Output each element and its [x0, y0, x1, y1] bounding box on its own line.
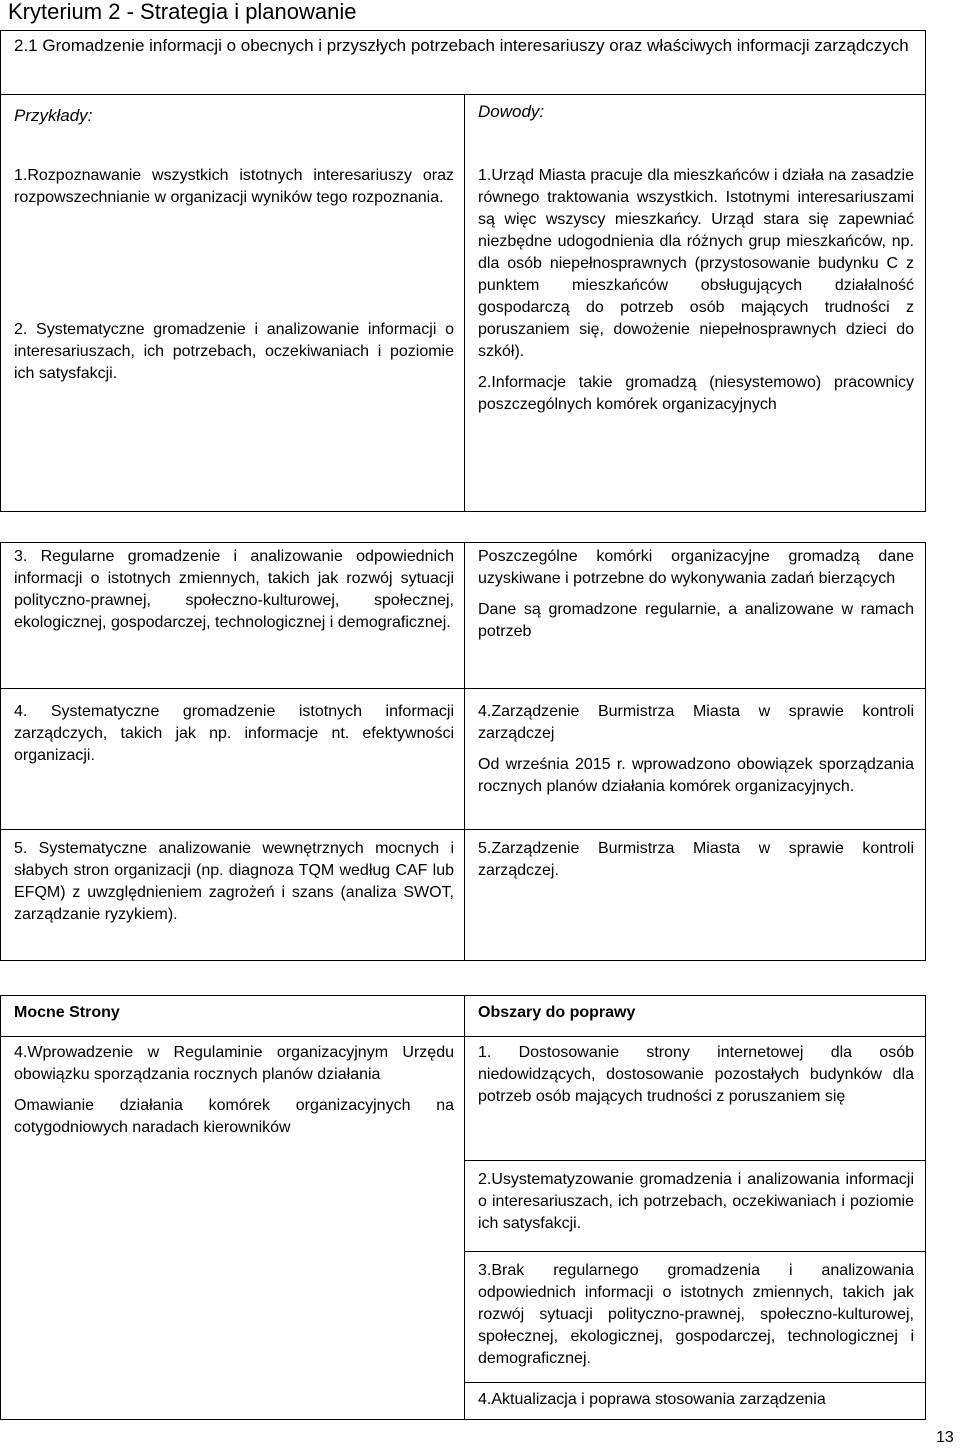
example-3: 3. Regularne gromadzenie i analizowanie odpowiednich informacji o istotnych zmiennych, takich jak rozwój sytuacji polityczno-prawnej, społeczno-kulturowej, społecznej, ekologicznej, gospodarczej, technologicznej i demograficznej. [14, 548, 454, 631]
page-title: Kryterium 2 - Strategia i planowanie [8, 0, 357, 24]
improvement-1-cell [465, 1037, 926, 1161]
strengths-header: Mocne Strony [1, 996, 465, 1037]
strengths-header-row [1, 996, 926, 1037]
improvement-header: Obszary do poprawy [465, 996, 926, 1037]
section-title: 2.1 Gromadzenie informacji o obecnych i przyszłych potrzebach interesariuszy oraz właściwych informacji zarządczych [1, 31, 926, 95]
improvement-3-cell [465, 1252, 926, 1383]
example-5: 5. Systematyczne analizowanie wewnętrznych mocnych i słabych stron organizacji (np. diagnoza TQM według CAF lub EFQM) z uwzględnieniem zagrożeń i szans (analiza SWOT, zarządzanie ryzykiem). [14, 840, 454, 923]
improvement-1: 1. Dostosowanie strony internetowej dla osób niedowidzących, dostosowanie pozostałych budynków dla potrzeb osób mających trudności z poruszaniem się [478, 1044, 914, 1105]
evidence-4a: 4.Zarządzenie Burmistrza Miasta w sprawie kontroli zarządczej [478, 703, 914, 742]
improvement-4: 4.Aktualizacja i poprawa stosowania zarządzenia [478, 1391, 826, 1408]
evidence-5-cell [465, 830, 926, 961]
example-4: 4. Systematyczne gromadzenie istotnych informacji zarządczych, takich jak np. informacje nt. efektywności organizacji. [14, 703, 454, 764]
examples-header: Przykłady: [14, 106, 93, 125]
improvement-2: 2.Usystematyzowanie gromadzenia i analizowania informacji o interesariuszach, ich potrzebach, oczekiwaniach i poziomie ich satysfakcji. [478, 1171, 914, 1232]
strength-1: 4.Wprowadzenie w Regulaminie organizacyjnym Urzędu obowiązku sporządzania rocznych planów działania [14, 1044, 454, 1083]
example-2: 2. Systematyczne gromadzenie i analizowanie informacji o interesariuszach, ich potrzebach, oczekiwaniach i poziomie ich satysfakcji. [14, 321, 454, 382]
evidence-3a: Poszczególne komórki organizacyjne gromadzą dane uzyskiwane i potrzebne do wykonywania zadań bierzących [478, 548, 914, 587]
improvement-4-cell [465, 1383, 926, 1420]
example-5-cell [1, 830, 465, 961]
row-5 [1, 830, 926, 961]
row-3 [1, 543, 926, 689]
example-3-cell [1, 543, 465, 689]
evidence-2: 2.Informacje takie gromadzą (niesystemowo) pracownicy poszczególnych komórek organizacyjnych [478, 374, 914, 413]
strengths-row-1 [1, 1037, 926, 1161]
evidence-4b: Od września 2015 r. wprowadzono obowiązek sporządzania rocznych planów działania komórek organizacyjnych. [478, 756, 914, 795]
improvement-3: 3.Brak regularnego gromadzenia i analizowania odpowiednich informacji o istotnych zmiennych, takich jak rozwój sytuacji polityczno-prawnej, społeczno-kulturowej, społecznej, ekologicznej, gospodarczej, technologicznej i demograficznej. [478, 1262, 914, 1367]
spacer-1 [1, 512, 926, 543]
evidence-4-cell [465, 689, 926, 830]
evidence-3-cell [465, 543, 926, 689]
page-number: 13 [936, 1429, 954, 1446]
section-title-row [1, 31, 926, 95]
improvement-2-cell [465, 1161, 926, 1252]
spacer-2 [1, 961, 926, 996]
examples-cell-1 [1, 95, 465, 512]
examples-evidence-row [1, 95, 926, 512]
strength-2: Omawianie działania komórek organizacyjnych na cotygodniowych naradach kierowników [14, 1097, 454, 1136]
evidence-header: Dowody: [478, 102, 545, 121]
evidence-3b: Dane są gromadzone regularnie, a analizowane w ramach potrzeb [478, 601, 914, 640]
criterion-table [0, 30, 926, 1420]
evidence-5: 5.Zarządzenie Burmistrza Miasta w sprawie kontroli zarządczej. [478, 840, 914, 879]
row-4 [1, 689, 926, 830]
example-1: 1.Rozpoznawanie wszystkich istotnych interesariuszy oraz rozpowszechnianie w organizacji wyników tego rozpoznania. [14, 167, 454, 206]
evidence-cell-1 [465, 95, 926, 512]
strengths-cell [1, 1037, 465, 1420]
evidence-1: 1.Urząd Miasta pracuje dla mieszkańców i działa na zasadzie równego traktowania wszystkich. Istotnymi interesariuszami są więc wszyscy mieszkańcy. Urząd stara się zapewniać niezbędne udogodnienia dla różnych grup mieszkańców, np. dla osób niepełnosprawnych (przystosowanie budynku C z punktem mieszkańców obsługujących działalność gospodarczą do potrzeb osób mających trudności z poruszaniem się, dowożenie niepełnosprawnych dzieci do szkół). [478, 167, 914, 360]
example-4-cell [1, 689, 465, 830]
